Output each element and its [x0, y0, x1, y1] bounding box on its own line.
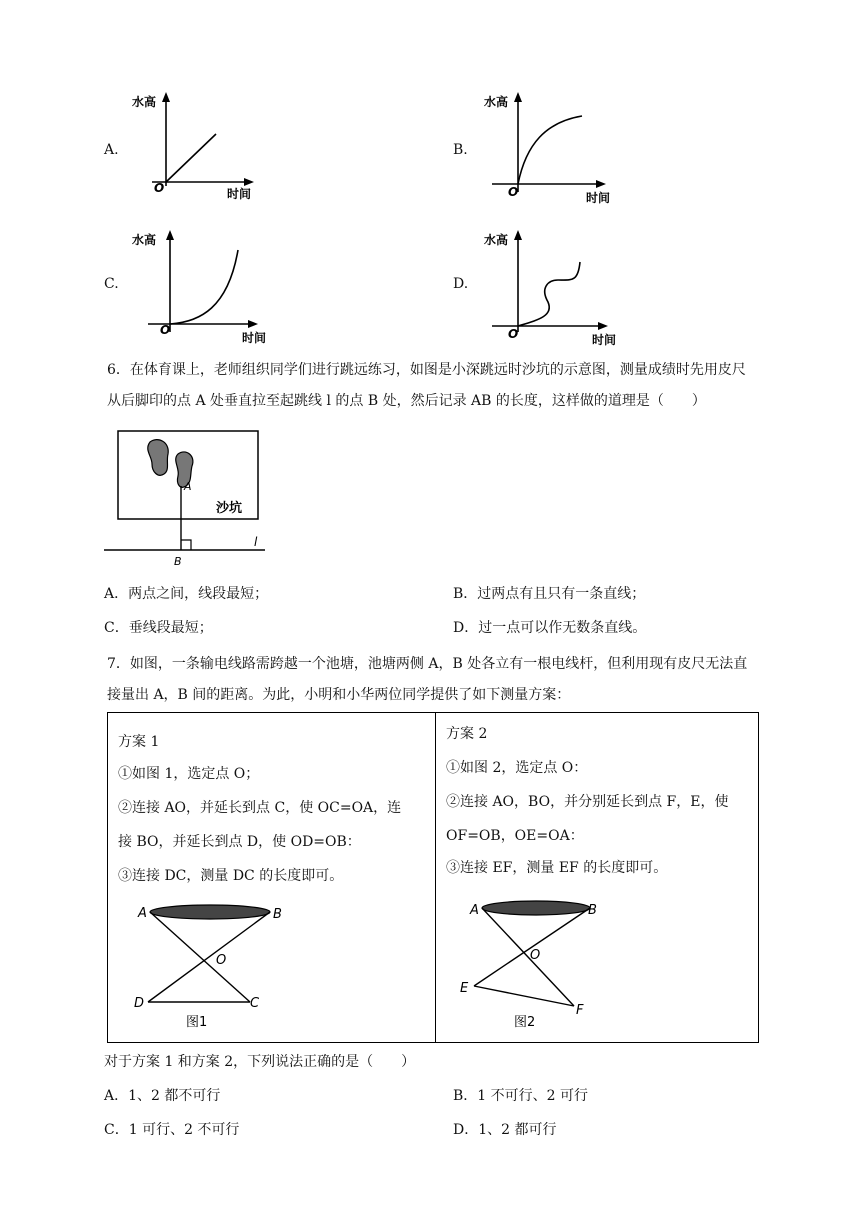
graph-d-x-arrow — [598, 322, 608, 330]
graph-a-origin: O — [154, 181, 165, 195]
fig1-line-ac — [150, 912, 250, 1002]
option-c-letter: C. — [104, 276, 119, 292]
q7-option-a: A．1、2 都不可行 — [104, 1088, 221, 1104]
q7-option-c: C．1 可行、2 不可行 — [104, 1122, 240, 1138]
option-a-letter: A. — [104, 142, 119, 158]
figure-2 — [456, 890, 616, 1032]
fig1-label-d: D — [134, 996, 145, 1011]
fig2-label-b: B — [588, 903, 597, 918]
graph-d-xlabel: 时间 — [592, 333, 617, 346]
q7-option-d: D．1、2 都可行 — [453, 1122, 557, 1138]
q6-option-a: A．两点之间，线段最短； — [104, 586, 269, 602]
fig1-label-o: O — [216, 953, 227, 968]
fig2-line-af — [482, 908, 574, 1006]
q7-stem-line2: 接量出 A，B 间的距离。为此，小明和小华两位同学提供了如下测量方案： — [107, 687, 571, 703]
fig1-label-a: A — [138, 906, 147, 921]
footprint-left — [148, 440, 168, 476]
plan2-step2b: OF=OB，OE=OA： — [446, 828, 584, 844]
fig2-pond — [482, 901, 590, 915]
graph-c-x-arrow — [248, 320, 258, 328]
graph-b-x-arrow — [596, 180, 606, 188]
fig1-pond — [150, 905, 270, 919]
graph-a-ylabel: 水高 — [132, 95, 157, 109]
q6-option-b: B．过两点有且只有一条直线； — [453, 586, 646, 602]
fig2-label-f: F — [576, 1003, 584, 1018]
graph-a — [130, 88, 270, 200]
sandpit-figure — [100, 428, 270, 568]
option-b-letter: B. — [453, 142, 468, 158]
graph-d-ylabel: 水高 — [484, 233, 509, 247]
plans-table-divider — [435, 712, 436, 1043]
fig1-label-b: B — [273, 907, 282, 922]
graph-c-ylabel: 水高 — [132, 233, 157, 247]
graph-c-curve — [170, 250, 238, 324]
graph-b-y-arrow — [514, 92, 522, 102]
plan2-title: 方案 2 — [446, 726, 488, 742]
plan2-step2a: ②连接 AO，BO，并分别延长到点 F，E，使 — [446, 794, 729, 810]
plan1-step2b: 接 BO，并延长到点 D，使 OD=OB： — [118, 834, 361, 850]
q6-stem-line2: 从后脚印的点 A 处垂直拉至起跳线 l 的点 B 处，然后记录 AB 的长度，这样做的道理是（ ） — [107, 393, 706, 409]
graph-d-y-arrow — [514, 230, 522, 240]
right-angle-mark — [181, 540, 191, 550]
figure-1 — [120, 892, 300, 1034]
plan1-step1: ①如图 1，选定点 O； — [118, 766, 260, 782]
sandpit-label: 沙坑 — [216, 501, 243, 516]
graph-a-curve — [166, 134, 216, 182]
fig2-label-e: E — [460, 981, 469, 996]
graph-c-xlabel: 时间 — [242, 331, 267, 344]
q7-question: 对于方案 1 和方案 2，下列说法正确的是（ ） — [104, 1054, 416, 1070]
plan1-step3: ③连接 DC，测量 DC 的长度即可。 — [118, 868, 344, 884]
fig1-line-bd — [148, 912, 270, 1002]
graph-b-curve — [518, 116, 582, 184]
graph-b-ylabel: 水高 — [484, 95, 509, 109]
graph-d-curve — [518, 262, 580, 326]
graph-b-origin: O — [508, 185, 519, 199]
point-b-label: B — [174, 555, 182, 568]
graph-d-origin: O — [508, 327, 519, 341]
option-d-letter: D. — [453, 276, 469, 292]
fig2-caption: 图2 — [514, 1015, 536, 1030]
plan1-step2a: ②连接 AO，并延长到点 C，使 OC=OA，连 — [118, 800, 402, 816]
graph-d — [482, 222, 630, 346]
q7-option-b: B．1 不可行、2 可行 — [453, 1088, 589, 1104]
graph-a-x-arrow — [244, 178, 254, 186]
line-l-label: l — [254, 535, 258, 549]
graph-a-y-arrow — [162, 92, 170, 102]
graph-c-y-arrow — [166, 230, 174, 240]
graph-b — [482, 88, 622, 206]
fig2-label-o: O — [530, 948, 541, 963]
fig2-label-a: A — [470, 903, 479, 918]
fig1-label-c: C — [250, 996, 260, 1011]
q6-stem-line1: 6．在体育课上，老师组织同学们进行跳远练习，如图是小深跳远时沙坑的示意图，测量成绩时先用皮尺 — [107, 362, 746, 378]
graph-a-xlabel: 时间 — [227, 187, 252, 200]
fig2-line-be — [474, 908, 590, 986]
q6-option-d: D．过一点可以作无数条直线。 — [453, 620, 647, 636]
q6-option-c: C．垂线段最短； — [104, 620, 213, 636]
plan2-step3: ③连接 EF，测量 EF 的长度即可。 — [446, 860, 668, 876]
q7-stem-line1: 7．如图，一条输电线路需跨越一个池塘，池塘两侧 A，B 处各立有一根电线杆，但利用现有皮尺无法直 — [107, 656, 748, 672]
fig1-caption: 图1 — [186, 1015, 208, 1030]
plan1-title: 方案 1 — [118, 734, 160, 750]
plan2-step1: ①如图 2，选定点 O： — [446, 760, 588, 776]
graph-b-xlabel: 时间 — [586, 191, 611, 205]
point-a-label: A — [184, 480, 192, 493]
graph-c-origin: O — [160, 323, 171, 337]
graph-c — [130, 222, 278, 344]
